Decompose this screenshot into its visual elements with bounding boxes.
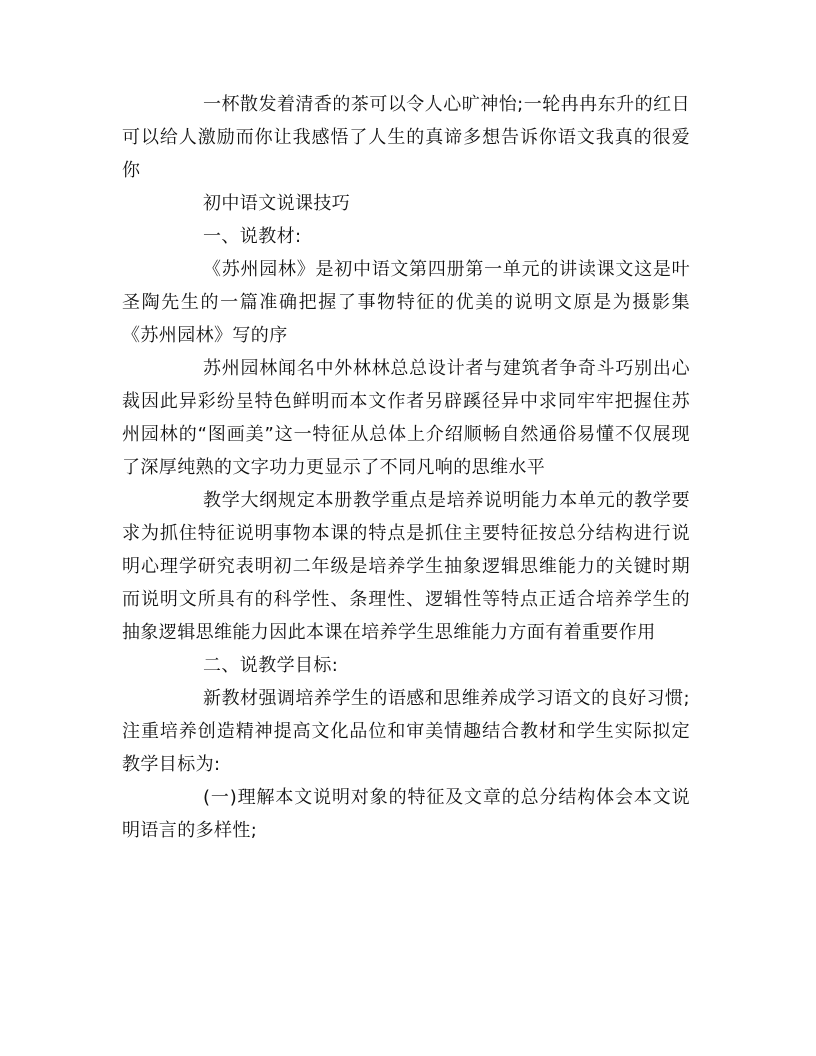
paragraph-syllabus: 教学大纲规定本册教学重点是培养说明能力本单元的教学要求为抓住特征说明事物本课的特点是抓住主要特征按总分结构进行说明心理学研究表明初二年级是培养学生抽象逻辑思维能力的关键时期而说明文所具有的科学性、条理性、逻辑性等特点正适合培养学生的抽象逻辑思维能力因此本课在培养学生思维能力方面有着重要作用 xyxy=(122,490,690,643)
paragraph-garden-features: 苏州园林闻名中外林林总总设计者与建筑者争奇斗巧别出心裁因此异彩纷呈特色鲜明而本文作者另辟蹊径异中求同牢牢把握住苏州园林的“图画美”这一特征从总体上介绍顺畅自然通俗易懂不仅展现了深厚纯熟的文字功力更显示了不同凡响的思维水平 xyxy=(122,358,690,478)
paragraph-intro: 一杯散发着清香的茶可以令人心旷神怡;一轮冉冉东升的红日可以给人激励而你让我感悟了人生的真谛多想告诉你语文我真的很爱你 xyxy=(122,94,690,181)
title-lesson-tips: 初中语文说课技巧 xyxy=(203,193,351,214)
paragraph-new-curriculum: 新教材强调培养学生的语感和思维养成学习语文的良好习惯;注重培养创造精神提高文化品位和审美情趣结合教材和学生实际拟定教学目标为: xyxy=(122,688,690,775)
document-body xyxy=(122,88,690,847)
paragraph-objective-one: (一)理解本文说明对象的特征及文章的总分结构体会本文说明语言的多样性; xyxy=(122,787,690,841)
section-heading-objectives: 二、说教学目标: xyxy=(203,655,339,676)
section-heading-textbook: 一、说教材: xyxy=(203,226,302,247)
paragraph-textbook-intro: 《苏州园林》是初中语文第四册第一单元的讲读课文这是叶圣陶先生的一篇准确把握了事物特征的优美的说明文原是为摄影集《苏州园林》写的序 xyxy=(122,259,690,346)
